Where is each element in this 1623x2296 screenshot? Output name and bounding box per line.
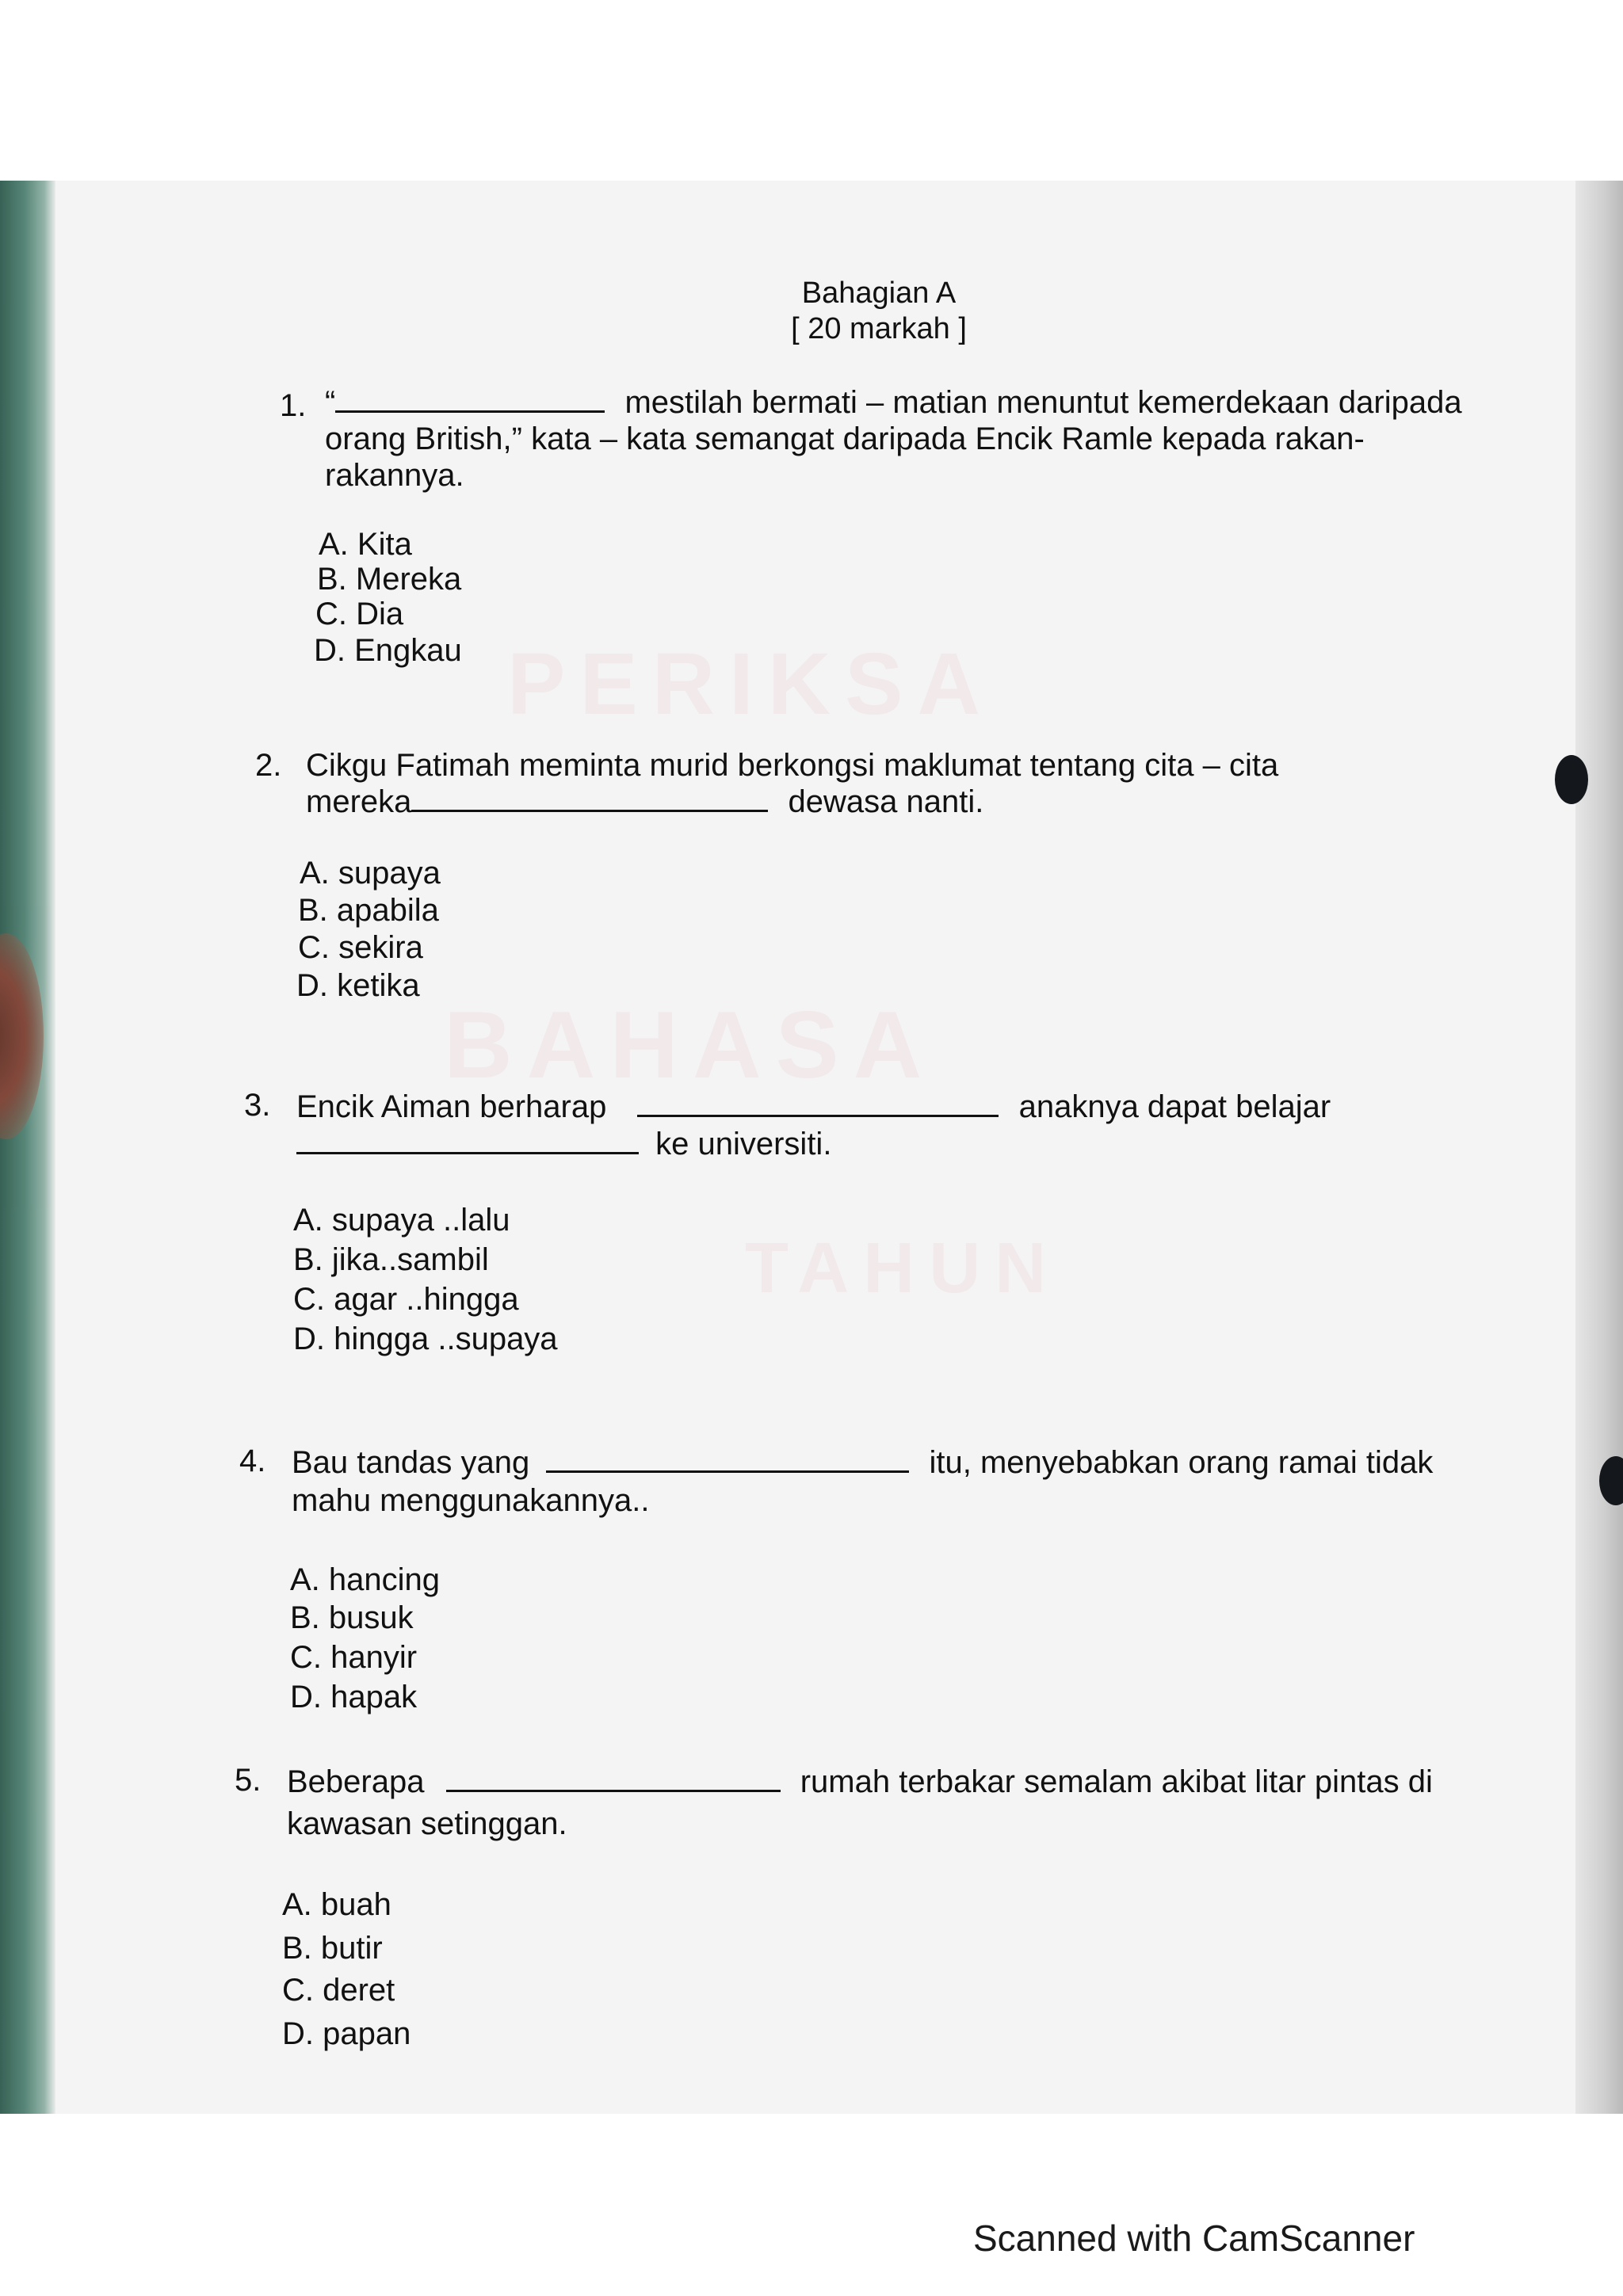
faded-watermark: TAHUN (745, 1229, 1061, 1308)
question-text: mestilah bermati – matian menuntut kemerdekaan daripada (624, 385, 1462, 420)
answer-blank (335, 383, 605, 413)
question-text-line: orang British,” kata – kata semangat daripada Encik Ramle kepada rakan- (325, 421, 1365, 456)
answer-option-c: C. Dia (315, 597, 404, 631)
answer-option-c: C. agar ..hingga (293, 1282, 519, 1317)
question-text-line (296, 1088, 1331, 1125)
question-number: 2. (255, 748, 282, 783)
faded-watermark: PERIKSA (507, 635, 995, 733)
answer-option-d: D. ketika (296, 968, 420, 1003)
question-text: mereka (306, 784, 412, 819)
question-text: rumah terbakar semalam akibat litar pintas di (800, 1764, 1433, 1799)
section-marks: [ 20 markah ] (791, 312, 967, 345)
question-text-line: mahu menggunakannya.. (292, 1483, 650, 1518)
faded-watermark: BAHASA (444, 992, 937, 1098)
question-text-line (296, 1125, 831, 1162)
question-text: Encik Aiman berharap (296, 1089, 607, 1124)
answer-blank (411, 783, 768, 812)
question-text: itu, menyebabkan orang ramai tidak (929, 1445, 1434, 1480)
section-title: Bahagian A (801, 277, 957, 310)
scanner-watermark: Scanned with CamScanner (973, 2218, 1415, 2259)
answer-option-b: B. jika..sambil (293, 1242, 489, 1277)
answer-option-c: C. deret (282, 1973, 395, 2008)
answer-blank (446, 1763, 781, 1792)
answer-option-d: D. papan (282, 2016, 411, 2051)
answer-blank (296, 1125, 639, 1154)
answer-option-a: A. buah (282, 1887, 391, 1922)
answer-blank (637, 1088, 999, 1117)
answer-option-a: A. supaya (300, 856, 441, 891)
answer-option-c: C. hanyir (290, 1640, 418, 1675)
question-text: dewasa nanti. (788, 784, 984, 819)
question-number: 3. (244, 1088, 271, 1123)
answer-option-b: B. butir (282, 1931, 383, 1966)
answer-option-b: B. apabila (298, 893, 439, 928)
open-quote: “ (325, 385, 336, 420)
question-number: 1. (280, 388, 307, 423)
question-text: ke universiti. (655, 1127, 832, 1161)
answer-option-d: D. Engkau (314, 633, 462, 668)
question-text: Beberapa (287, 1764, 425, 1799)
answer-option-c: C. sekira (298, 930, 423, 965)
question-number: 5. (235, 1763, 262, 1798)
question-text-line: Cikgu Fatimah meminta murid berkongsi maklumat tentang cita – cita (306, 748, 1279, 783)
question-text-line (306, 783, 983, 820)
answer-option-a: A. supaya ..lalu (293, 1203, 510, 1238)
answer-option-a: A. Kita (319, 527, 412, 562)
answer-option-d: D. hingga ..supaya (293, 1322, 558, 1356)
question-text-line (287, 1763, 1433, 1800)
question-text: anaknya dapat belajar (1018, 1089, 1331, 1124)
question-text-line (292, 1444, 1433, 1481)
answer-option-b: B. busuk (290, 1600, 414, 1635)
question-text-line (325, 383, 1462, 421)
answer-option-d: D. hapak (290, 1680, 418, 1714)
answer-blank (546, 1444, 909, 1473)
question-text-line: rakannya. (325, 458, 464, 493)
question-number: 4. (239, 1444, 266, 1478)
answer-option-a: A. hancing (290, 1562, 441, 1597)
question-text: Bau tandas yang (292, 1445, 530, 1480)
question-text-line: kawasan setinggan. (287, 1806, 567, 1841)
answer-option-b: B. Mereka (317, 562, 462, 597)
